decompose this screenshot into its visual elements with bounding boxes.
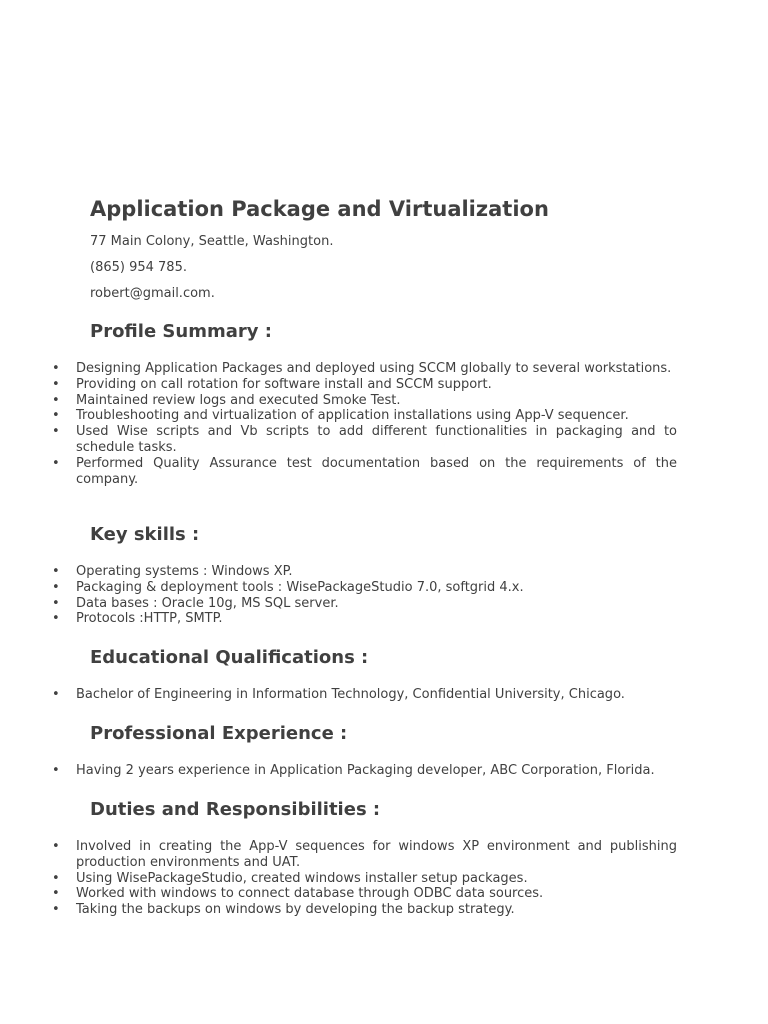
list-item: • Designing Application Packages and deployed using SCCM globally to several workstations. — [52, 361, 677, 377]
list-item: • Taking the backups on windows by developing the backup strategy. — [52, 902, 677, 918]
list-item: • Used Wise scripts and Vb scripts to add different functionalities in packaging and to schedule tasks. — [52, 424, 677, 456]
list-item: • Packaging & deployment tools : WisePackageStudio 7.0, softgrid 4.x. — [52, 580, 677, 596]
list-item: • Bachelor of Engineering in Information Technology, Confidential University, Chicago. — [52, 687, 677, 703]
education-list — [52, 687, 677, 703]
profile-summary-heading: Profile Summary : — [90, 321, 272, 342]
contact-address: 77 Main Colony, Seattle, Washington. — [90, 234, 334, 249]
duties-list — [52, 839, 677, 918]
list-item: • Involved in creating the App-V sequences for windows XP environment and publishing production environments and UAT. — [52, 839, 677, 871]
list-item: • Protocols :HTTP, SMTP. — [52, 611, 677, 627]
contact-phone: (865) 954 785. — [90, 260, 187, 275]
list-item: • Having 2 years experience in Application Packaging developer, ABC Corporation, Florida. — [52, 763, 677, 779]
list-item: • Using WisePackageStudio, created windows installer setup packages. — [52, 871, 677, 887]
key-skills-heading: Key skills : — [90, 524, 200, 545]
list-item: • Performed Quality Assurance test documentation based on the requirements of the company. — [52, 456, 677, 488]
profile-summary-list — [52, 361, 677, 487]
experience-heading: Professional Experience : — [90, 723, 348, 744]
list-item: • Maintained review logs and executed Smoke Test. — [52, 393, 677, 409]
list-item: • Operating systems : Windows XP. — [52, 564, 677, 580]
experience-list — [52, 763, 677, 779]
education-heading: Educational Qualifications : — [90, 647, 369, 668]
list-item: • Providing on call rotation for software install and SCCM support. — [52, 377, 677, 393]
list-item: • Troubleshooting and virtualization of application installations using App-V sequencer. — [52, 408, 677, 424]
list-item: • Worked with windows to connect database through ODBC data sources. — [52, 886, 677, 902]
list-item: • Data bases : Oracle 10g, MS SQL server. — [52, 596, 677, 612]
resume-title: Application Package and Virtualization — [90, 197, 549, 221]
key-skills-list — [52, 564, 677, 627]
contact-email: robert@gmail.com. — [90, 286, 215, 301]
duties-heading: Duties and Responsibilities : — [90, 799, 381, 820]
